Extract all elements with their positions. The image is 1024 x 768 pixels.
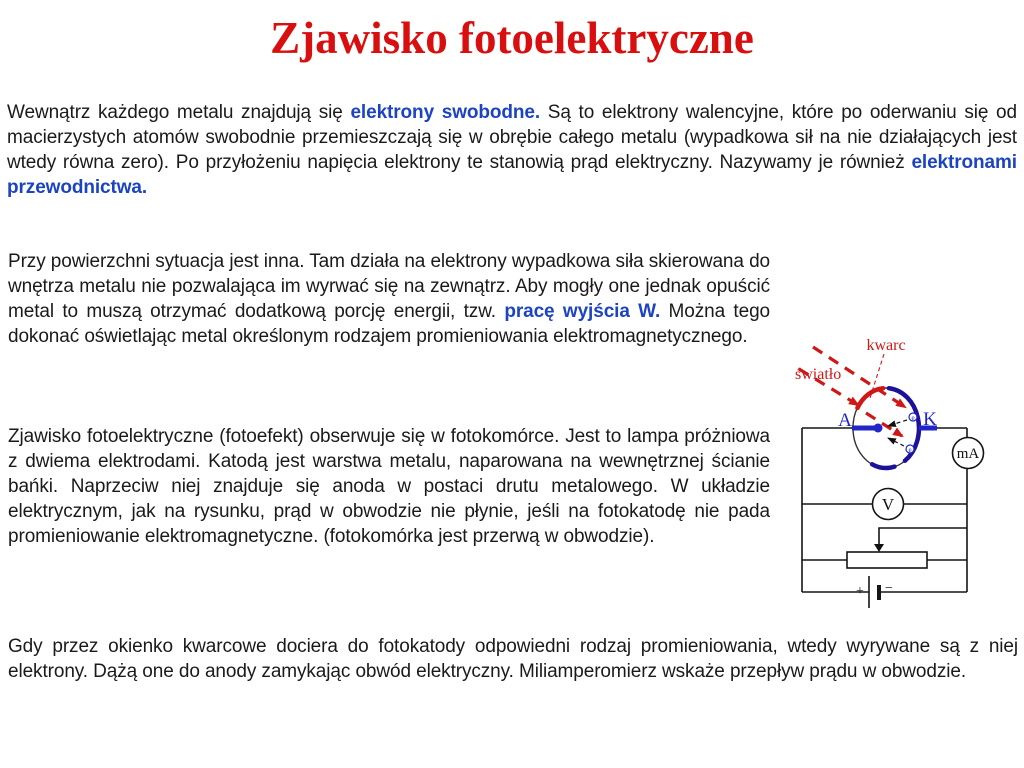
battery-minus-label: −	[885, 581, 893, 596]
cathode-label: K	[923, 409, 937, 430]
slider-arrow	[874, 544, 884, 552]
voltmeter-label: V	[881, 495, 895, 514]
body-text: Są to elektrony walencyjne, które po oderwaniu się od macierzystych atomów swobodnie przemieszczają się w obrębie całego metalu (wypadkowa sił na nie działających jest wtedy równa zero). Po przyłożeniu napięcia elektrony te stanowią prąd elektryczny. Nazywamy je również	[7, 102, 1023, 173]
swiatlo-label: światło	[795, 366, 842, 383]
body-text: Gdy przez okienko kwarcowe dociera do fotokatody odpowiedni rodzaj promieniowania, wtedy wyrywane są z niej elektrony. Dążą one do anody zamykając obwód elektryczny. Miliamperomierz wskaże przepływ prądu w obwodzie.	[8, 636, 1024, 682]
circuit-diagram	[780, 325, 1024, 625]
paragraph-quartz-window	[8, 634, 1024, 684]
anode-tip	[874, 424, 883, 433]
paragraph-photocell	[8, 424, 776, 549]
accent-text: elektrony swobodne.	[350, 102, 541, 123]
kwarc-label: kwarc	[866, 337, 906, 354]
paragraph-free-electrons	[7, 100, 1023, 200]
milliammeter-label: mA	[956, 446, 980, 462]
anode-label: A	[838, 410, 852, 431]
paragraph-work-function	[8, 249, 776, 349]
accent-text: pracę wyjścia W.	[504, 301, 661, 322]
body-text: Przy powierzchni sytuacja jest inna. Tam działa na elektrony wypadkowa siła skierowana do wnętrza metalu nie pozwalająca im wyrwać się na zewnątrz. Aby mogły one jednak opuścić metal to muszą otrzymać dodatkową porcję energii, tzw.	[8, 251, 776, 322]
body-text: Zjawisko fotoelektryczne (fotoefekt) obserwuje się w fotokomórce. Jest to lampa próżniowa z dwiema elektrodami. Katodą jest warstwa metalu, naparowana na wewnętrznej ścianie bańki. Naprzeciw niej znajduje się anoda w postaci drutu metalowego. W układzie elektrycznym, jak na rysunku, prąd w obwodzie nie płynie, jeśli na fotokatodę nie pada promieniowanie elektromagnetyczne. (fotokomórka jest przerwą w obwodzie).	[8, 426, 776, 547]
page-title: Zjawisko fotoelektryczne	[270, 13, 754, 63]
potentiometer	[847, 552, 927, 568]
accent-text: elektronami przewodnictwa.	[7, 152, 1023, 198]
electron-label-2: e	[908, 446, 912, 454]
electron-label-1: e	[911, 414, 915, 422]
body-text: Wewnątrz każdego metalu znajdują się	[7, 102, 351, 123]
battery-plus-label: +	[856, 584, 864, 599]
body-text: Można tego dokonać oświetlając metal określonym rodzajem promieniowania elektromagnetycznego.	[8, 301, 776, 347]
